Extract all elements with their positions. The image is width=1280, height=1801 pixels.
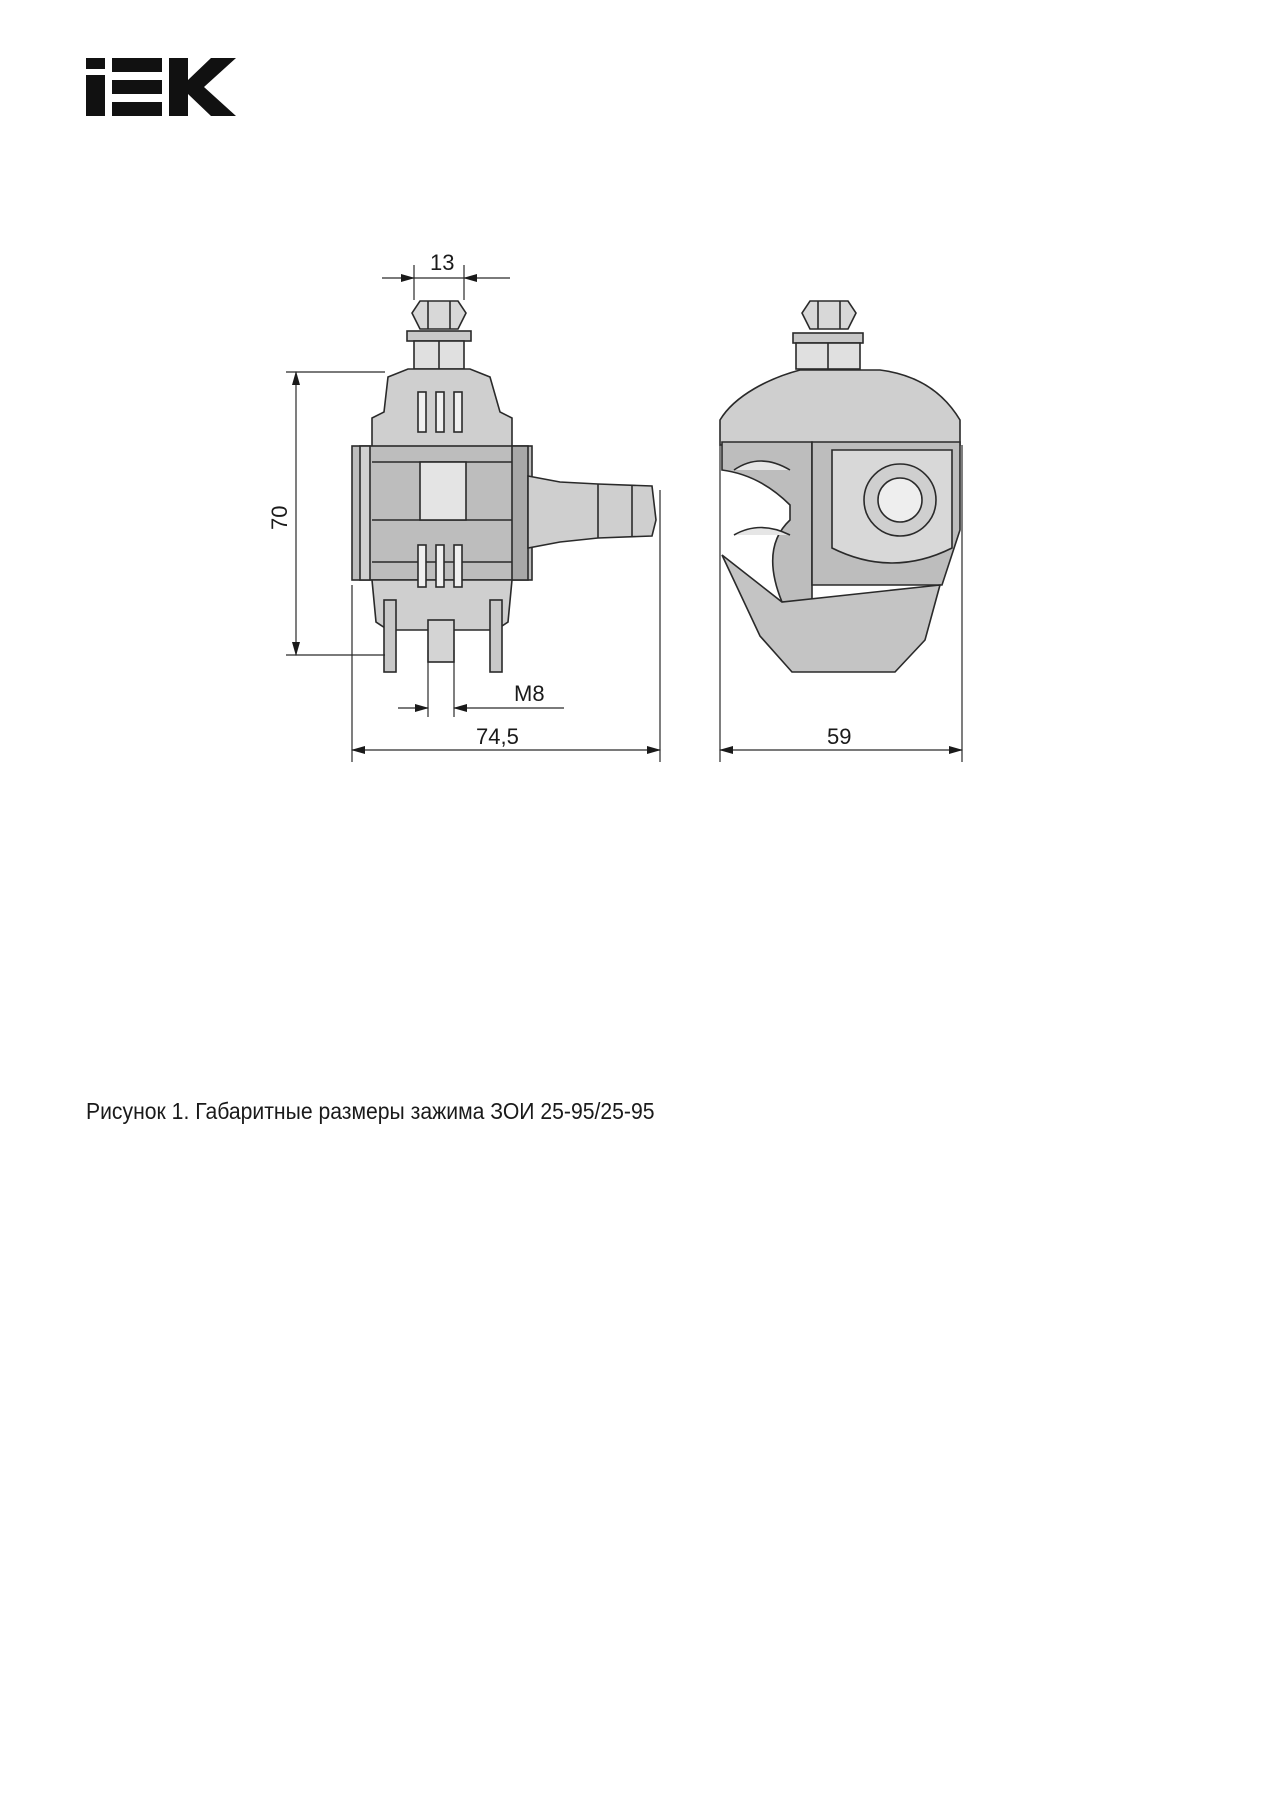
dim-height: 70 — [267, 505, 292, 530]
dim-thread: M8 — [514, 681, 545, 706]
dim-side-width: 59 — [827, 724, 852, 749]
dimension-drawing — [0, 0, 1280, 900]
front-view — [352, 301, 656, 672]
figure-caption: Рисунок 1. Габаритные размеры зажима ЗОИ 25-95/25-95 — [86, 1098, 655, 1124]
dim-bolt-width: 13 — [430, 250, 455, 275]
dim-front-width: 74,5 — [476, 724, 519, 749]
side-view — [720, 301, 960, 672]
